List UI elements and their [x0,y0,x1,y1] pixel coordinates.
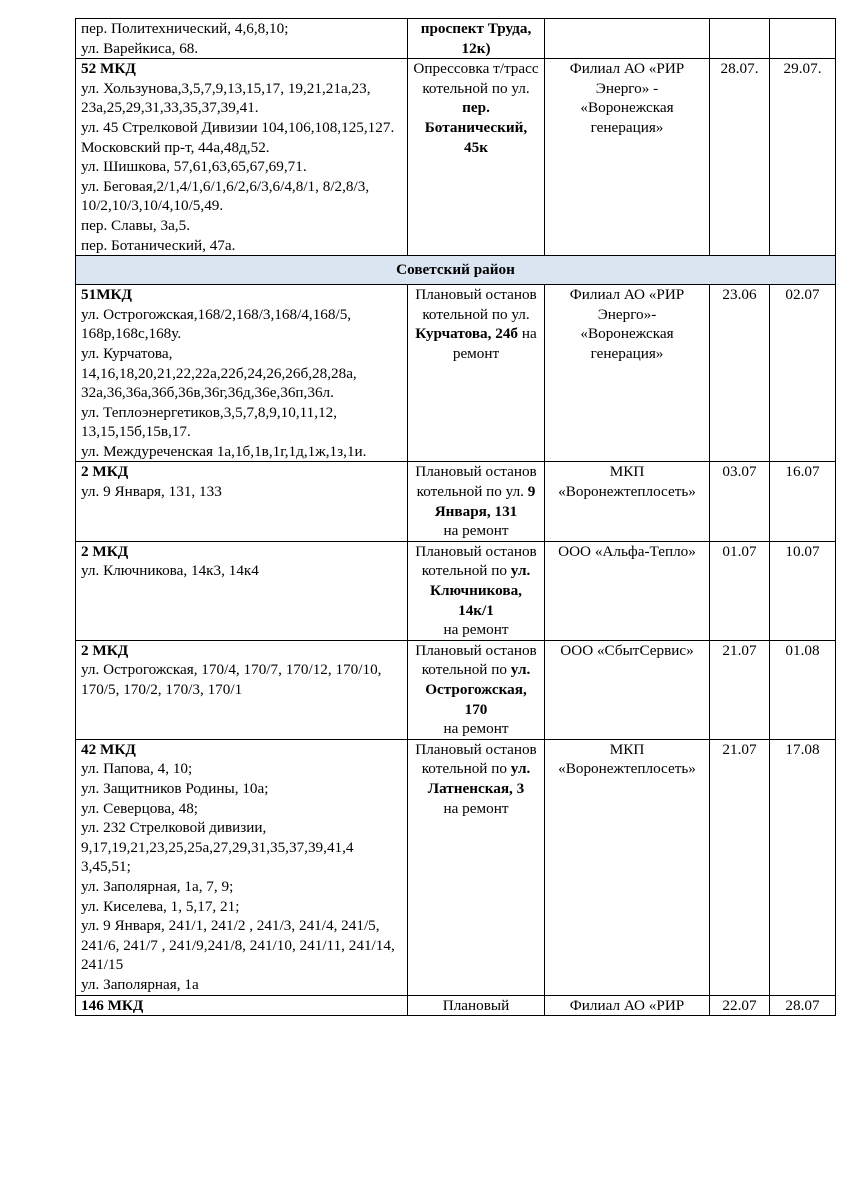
reason-cell: Плановый останов котельной по ул. Курчатова, 24б на ремонт [408,285,545,462]
start-date-cell [710,19,770,59]
building-count: 2 МКД [81,542,129,560]
start-date-cell: 21.07 [710,640,770,739]
organization-cell: ООО «Альфа-Тепло» [545,541,710,640]
reason-cell: Опрессовка т/трасс котельной по ул. пер. Ботанический, 45к [408,59,545,256]
organization-cell: МКП «Воронежтеплосеть» [545,462,710,541]
start-date-cell: 01.07 [710,541,770,640]
building-count: 42 МКД [81,740,136,758]
table-row [76,995,836,1016]
end-date-cell: 29.07. [770,59,836,256]
table-row [76,739,836,995]
start-date-cell: 23.06 [710,285,770,462]
address-cell: 2 МКД ул. Острогожская, 170/4, 170/7, 170/12, 170/10, 170/5, 170/2, 170/3, 170/1 [76,640,408,739]
reason-cell: Плановый [408,995,545,1016]
address-cell: 51МКД ул. Острогожская,168/2,168/3,168/4,168/5, 168р,168с,168у. ул. Курчатова, 14,16,18,20,21,22,22а,22б,24,26,26б,28,28а, 32а,36,36а,36б,36в,36г,36д,36е,36п,36л. ул. Теплоэнергетиков,3,5,7,8,9,10,11,12, 13,15,15б,15в,17. ул. Междуреченская 1а,1б,1в,1г,1д,1ж,1з,1и. [76,285,408,462]
start-date-cell: 03.07 [710,462,770,541]
district-header-row [76,256,836,285]
address-cell [76,995,408,1016]
table-row [76,640,836,739]
start-date-cell: 21.07 [710,739,770,995]
start-date-cell: 28.07. [710,59,770,256]
address-cell: 2 МКД ул. 9 Января, 131, 133 [76,462,408,541]
address-cell: 2 МКД ул. Ключникова, 14к3, 14к4 [76,541,408,640]
reason-cell: Плановый останов котельной по ул. Ключникова, 14к/1 на ремонт [408,541,545,640]
reason-cell: Плановый останов котельной по ул. Латненская, 3 на ремонт [408,739,545,995]
end-date-cell: 02.07 [770,285,836,462]
building-count: 2 МКД [81,463,129,481]
end-date-cell: 17.08 [770,739,836,995]
organization-cell: Филиал АО «РИР Энерго» - «Воронежская генерация» [545,59,710,256]
schedule-table [75,18,836,1016]
table-row [76,19,836,59]
building-count: 51МКД [81,286,132,304]
table-row [76,59,836,256]
reason-cell: Плановый останов котельной по ул. Острогожская, 170 на ремонт [408,640,545,739]
table-row [76,541,836,640]
end-date-cell [770,19,836,59]
address-cell: 52 МКД ул. Хользунова,3,5,7,9,13,15,17, 19,21,21а,23, 23а,25,29,31,33,35,37,39,41. ул. 45 Стрелковой Дивизии 104,106,108,125,127. Московский пр-т, 44а,48д,52. ул. Шишкова, 57,61,63,65,67,69,71. ул. Беговая,2/1,4/1,6/1,6/2,6/3,6/4,8/1, 8/2,8/3, 10/2,10/3,10/4,10/5,49. пер. Славы, 3а,5. пер. Ботанический, 47а. [76,59,408,256]
organization-cell: Филиал АО «РИР Энерго»- «Воронежская генерация» [545,285,710,462]
table-row [76,285,836,462]
end-date-cell: 28.07 [770,995,836,1016]
address-cell: пер. Политехнический, 4,6,8,10; ул. Варейкиса, 68. [76,19,408,59]
building-count: 52 МКД [81,60,136,78]
building-count: 146 МКД [81,996,144,1014]
organization-cell: ООО «СбытСервис» [545,640,710,739]
start-date-cell: 22.07 [710,995,770,1016]
organization-cell [545,19,710,59]
address-cell: 42 МКД ул. Папова, 4, 10; ул. Защитников Родины, 10а; ул. Северцова, 48; ул. 232 Стрелковой дивизии, 9,17,19,21,23,25,25а,27,29,31,35,37,39,41,4 3,45,51; ул. Заполярная, 1а, 7, 9; ул. Киселева, 1, 5,17, 21; ул. 9 Января, 241/1, 241/2 , 241/3, 241/4, 241/5, 241/6, 241/7 , 241/9,241/8, 241/10, 241/11, 241/14, 241/15 ул. Заполярная, 1а [76,739,408,995]
building-count: 2 МКД [81,641,129,659]
reason-cell: Плановый останов котельной по ул. 9 Января, 131 на ремонт [408,462,545,541]
organization-cell: Филиал АО «РИР [545,995,710,1016]
end-date-cell: 10.07 [770,541,836,640]
table-row [76,462,836,541]
district-title: Советский район [76,256,836,285]
reason-cell: проспект Труда, 12к) [408,19,545,59]
end-date-cell: 16.07 [770,462,836,541]
organization-cell: МКП «Воронежтеплосеть» [545,739,710,995]
end-date-cell: 01.08 [770,640,836,739]
